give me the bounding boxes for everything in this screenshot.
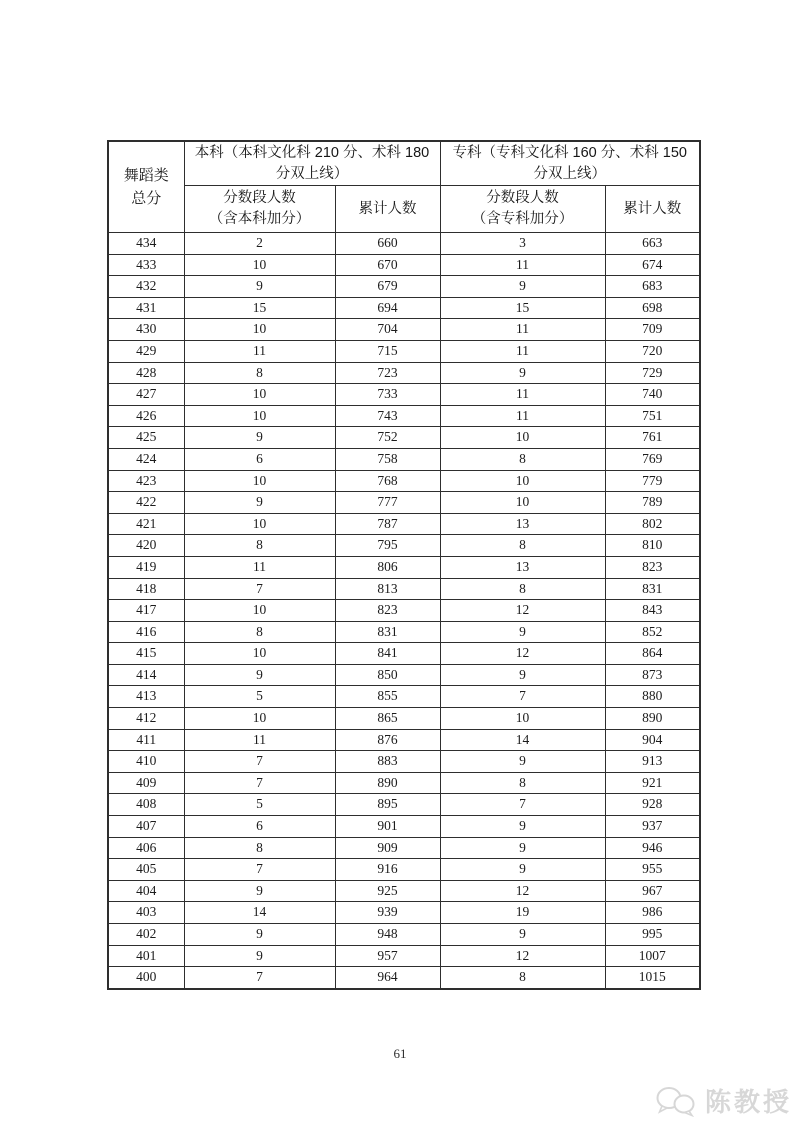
zhuanke-segment-cell: 8 xyxy=(440,967,605,989)
zhuanke-cumulative-cell: 698 xyxy=(605,297,700,319)
benke-segment-cell: 6 xyxy=(184,816,335,838)
benke-cumulative-cell: 723 xyxy=(335,362,440,384)
zhuanke-segment-cell: 12 xyxy=(440,643,605,665)
zhuanke-cumulative-cell: 751 xyxy=(605,405,700,427)
benke-cumulative-cell: 925 xyxy=(335,880,440,902)
table-row xyxy=(108,708,700,730)
page-number: 61 xyxy=(393,1046,407,1061)
zhuanke-cumulative-cell: 995 xyxy=(605,924,700,946)
score-cell: 422 xyxy=(108,492,184,514)
table-row xyxy=(108,664,700,686)
zhuanke-segment-cell: 11 xyxy=(440,319,605,341)
table-row xyxy=(108,578,700,600)
watermark-text: 陈教授 xyxy=(704,1087,792,1117)
zhuanke-segment-cell: 9 xyxy=(440,816,605,838)
benke-cumulative-cell: 768 xyxy=(335,470,440,492)
zhuanke-cumulative-cell: 720 xyxy=(605,340,700,362)
benke-segment-cell: 10 xyxy=(184,470,335,492)
zhuanke-cumulative-cell: 1007 xyxy=(605,945,700,967)
table-row xyxy=(108,297,700,319)
zhuanke-cumulative-cell: 880 xyxy=(605,686,700,708)
benke-segment-cell: 11 xyxy=(184,729,335,751)
zhuanke-cumulative-cell: 967 xyxy=(605,880,700,902)
zhuanke-segment-cell: 9 xyxy=(440,859,605,881)
benke-cumulative-cell: 733 xyxy=(335,384,440,406)
zhuanke-cumulative-cell: 802 xyxy=(605,513,700,535)
zhuanke-segment-cell: 8 xyxy=(440,448,605,470)
table-row xyxy=(108,816,700,838)
benke-cumulative-cell: 752 xyxy=(335,427,440,449)
benke-segment-cell: 9 xyxy=(184,492,335,514)
zhuanke-cumulative-cell: 913 xyxy=(605,751,700,773)
benke-cumulative-cell: 964 xyxy=(335,967,440,989)
score-cell: 409 xyxy=(108,772,184,794)
zhuanke-segment-cell: 11 xyxy=(440,405,605,427)
zhuanke-cumulative-cell: 852 xyxy=(605,621,700,643)
zhuanke-cumulative-cell: 904 xyxy=(605,729,700,751)
score-table-body xyxy=(108,233,700,989)
score-cell: 434 xyxy=(108,233,184,255)
corner-header-total-score xyxy=(108,141,184,233)
score-cell: 418 xyxy=(108,578,184,600)
benke-segment-cell: 10 xyxy=(184,319,335,341)
benke-cumulative-cell: 850 xyxy=(335,664,440,686)
zhuanke-cumulative-cell: 986 xyxy=(605,902,700,924)
score-cell: 401 xyxy=(108,945,184,967)
benke-cumulative-cell: 694 xyxy=(335,297,440,319)
table-row xyxy=(108,837,700,859)
table-row xyxy=(108,794,700,816)
benke-segment-cell: 7 xyxy=(184,751,335,773)
benke-cumulative-header: 累计人数 xyxy=(335,186,440,233)
benke-cumulative-cell: 841 xyxy=(335,643,440,665)
zhuanke-segment-cell: 13 xyxy=(440,556,605,578)
zhuanke-cumulative-cell: 937 xyxy=(605,816,700,838)
zhuanke-cumulative-cell: 955 xyxy=(605,859,700,881)
benke-cumulative-cell: 948 xyxy=(335,924,440,946)
benke-segment-cell: 10 xyxy=(184,384,335,406)
zhuanke-segment-cell: 11 xyxy=(440,384,605,406)
benke-cumulative-cell: 787 xyxy=(335,513,440,535)
benke-segment-cell: 9 xyxy=(184,427,335,449)
score-cell: 419 xyxy=(108,556,184,578)
benke-segment-cell: 10 xyxy=(184,254,335,276)
zhuanke-segment-cell: 8 xyxy=(440,772,605,794)
table-row xyxy=(108,621,700,643)
table-header xyxy=(108,141,700,233)
score-cell: 429 xyxy=(108,340,184,362)
zhuanke-cumulative-cell: 769 xyxy=(605,448,700,470)
score-cell: 406 xyxy=(108,837,184,859)
zhuanke-section-title-line1: 专科（专科文化科 160 分、术科 150 xyxy=(452,144,687,161)
score-cell: 400 xyxy=(108,967,184,989)
zhuanke-segment-cell: 9 xyxy=(440,664,605,686)
zhuanke-section-header xyxy=(440,141,700,186)
benke-section-title-line2: 分双上线） xyxy=(275,165,349,182)
benke-segment-cell: 6 xyxy=(184,448,335,470)
zhuanke-cumulative-cell: 789 xyxy=(605,492,700,514)
table-row xyxy=(108,924,700,946)
benke-segment-cell: 7 xyxy=(184,772,335,794)
zhuanke-cumulative-cell: 928 xyxy=(605,794,700,816)
benke-cumulative-cell: 939 xyxy=(335,902,440,924)
score-cell: 405 xyxy=(108,859,184,881)
benke-segment-cell: 10 xyxy=(184,643,335,665)
score-cell: 432 xyxy=(108,276,184,298)
zhuanke-cumulative-cell: 843 xyxy=(605,600,700,622)
table-row xyxy=(108,405,700,427)
zhuanke-cumulative-cell: 890 xyxy=(605,708,700,730)
score-cell: 431 xyxy=(108,297,184,319)
benke-segment-cell: 7 xyxy=(184,967,335,989)
table-row xyxy=(108,967,700,989)
zhuanke-segment-count-line2: （含专科加分） xyxy=(471,211,574,227)
zhuanke-cumulative-cell: 740 xyxy=(605,384,700,406)
zhuanke-segment-cell: 9 xyxy=(440,362,605,384)
table-row xyxy=(108,643,700,665)
zhuanke-segment-cell: 14 xyxy=(440,729,605,751)
table-row xyxy=(108,600,700,622)
table-row xyxy=(108,751,700,773)
benke-cumulative-cell: 916 xyxy=(335,859,440,881)
zhuanke-segment-cell: 9 xyxy=(440,837,605,859)
benke-segment-cell: 10 xyxy=(184,600,335,622)
benke-cumulative-cell: 855 xyxy=(335,686,440,708)
zhuanke-segment-cell: 13 xyxy=(440,513,605,535)
benke-cumulative-cell: 777 xyxy=(335,492,440,514)
table-row xyxy=(108,276,700,298)
table-row xyxy=(108,772,700,794)
zhuanke-cumulative-cell: 1015 xyxy=(605,967,700,989)
zhuanke-segment-cell: 15 xyxy=(440,297,605,319)
benke-segment-cell: 7 xyxy=(184,578,335,600)
score-cell: 416 xyxy=(108,621,184,643)
zhuanke-segment-cell: 8 xyxy=(440,535,605,557)
benke-segment-cell: 5 xyxy=(184,794,335,816)
zhuanke-cumulative-cell: 663 xyxy=(605,233,700,255)
table-row xyxy=(108,880,700,902)
score-cell: 408 xyxy=(108,794,184,816)
zhuanke-segment-cell: 9 xyxy=(440,621,605,643)
table-row xyxy=(108,384,700,406)
benke-cumulative-cell: 883 xyxy=(335,751,440,773)
benke-segment-count-line2: （含本科加分） xyxy=(208,211,311,227)
table-row xyxy=(108,319,700,341)
score-cell: 427 xyxy=(108,384,184,406)
benke-cumulative-cell: 823 xyxy=(335,600,440,622)
benke-segment-cell: 5 xyxy=(184,686,335,708)
table-row xyxy=(108,556,700,578)
zhuanke-section-title-line2: 分双上线） xyxy=(533,165,606,182)
zhuanke-segment-cell: 7 xyxy=(440,686,605,708)
zhuanke-cumulative-cell: 823 xyxy=(605,556,700,578)
zhuanke-segment-cell: 12 xyxy=(440,945,605,967)
table-row xyxy=(108,427,700,449)
benke-segment-cell: 9 xyxy=(184,924,335,946)
table-row xyxy=(108,492,700,514)
score-cell: 403 xyxy=(108,902,184,924)
zhuanke-segment-cell: 10 xyxy=(440,427,605,449)
watermark xyxy=(655,1082,792,1119)
score-cell: 410 xyxy=(108,751,184,773)
benke-segment-cell: 11 xyxy=(184,340,335,362)
table-row xyxy=(108,513,700,535)
score-cell: 430 xyxy=(108,319,184,341)
table-row xyxy=(108,254,700,276)
table-row xyxy=(108,362,700,384)
table-row xyxy=(108,340,700,362)
zhuanke-cumulative-cell: 946 xyxy=(605,837,700,859)
score-cell: 417 xyxy=(108,600,184,622)
benke-cumulative-cell: 795 xyxy=(335,535,440,557)
zhuanke-segment-count-line1: 分数段人数 xyxy=(486,190,559,207)
table-row xyxy=(108,902,700,924)
benke-segment-cell: 7 xyxy=(184,859,335,881)
benke-cumulative-cell: 876 xyxy=(335,729,440,751)
score-cell: 402 xyxy=(108,924,184,946)
score-cell: 404 xyxy=(108,880,184,902)
zhuanke-cumulative-cell: 873 xyxy=(605,664,700,686)
table-row xyxy=(108,535,700,557)
benke-segment-cell: 14 xyxy=(184,902,335,924)
benke-segment-cell: 8 xyxy=(184,621,335,643)
table-row xyxy=(108,233,700,255)
benke-segment-count-line1: 分数段人数 xyxy=(223,190,296,207)
table-row xyxy=(108,859,700,881)
benke-segment-cell: 2 xyxy=(184,233,335,255)
score-cell: 420 xyxy=(108,535,184,557)
wechat-bubbles-icon xyxy=(655,1085,697,1117)
table-row xyxy=(108,686,700,708)
benke-cumulative-cell: 901 xyxy=(335,816,440,838)
score-cell: 412 xyxy=(108,708,184,730)
zhuanke-segment-cell: 11 xyxy=(440,254,605,276)
benke-cumulative-cell: 909 xyxy=(335,837,440,859)
zhuanke-segment-cell: 12 xyxy=(440,880,605,902)
zhuanke-cumulative-cell: 683 xyxy=(605,276,700,298)
score-cell: 424 xyxy=(108,448,184,470)
zhuanke-segment-cell: 10 xyxy=(440,470,605,492)
score-cell: 433 xyxy=(108,254,184,276)
benke-section-title-line1: 本科（本科文化科 210 分、术科 180 xyxy=(194,144,430,161)
benke-cumulative-cell: 715 xyxy=(335,340,440,362)
benke-cumulative-cell: 806 xyxy=(335,556,440,578)
zhuanke-segment-cell: 9 xyxy=(440,751,605,773)
corner-header-line2: 总分 xyxy=(131,190,162,207)
benke-segment-cell: 9 xyxy=(184,945,335,967)
zhuanke-cumulative-cell: 864 xyxy=(605,643,700,665)
zhuanke-cumulative-header: 累计人数 xyxy=(605,186,700,233)
score-cell: 407 xyxy=(108,816,184,838)
zhuanke-cumulative-cell: 779 xyxy=(605,470,700,492)
benke-segment-cell: 9 xyxy=(184,880,335,902)
table-row xyxy=(108,470,700,492)
zhuanke-cumulative-cell: 810 xyxy=(605,535,700,557)
score-cell: 428 xyxy=(108,362,184,384)
benke-cumulative-cell: 890 xyxy=(335,772,440,794)
benke-segment-count-header xyxy=(184,186,335,233)
zhuanke-cumulative-cell: 831 xyxy=(605,578,700,600)
zhuanke-segment-count-header xyxy=(440,186,605,233)
benke-cumulative-cell: 704 xyxy=(335,319,440,341)
zhuanke-segment-cell: 7 xyxy=(440,794,605,816)
benke-cumulative-cell: 660 xyxy=(335,233,440,255)
score-distribution-table xyxy=(107,140,701,990)
benke-segment-cell: 11 xyxy=(184,556,335,578)
benke-cumulative-cell: 813 xyxy=(335,578,440,600)
score-cell: 415 xyxy=(108,643,184,665)
table-row xyxy=(108,729,700,751)
benke-segment-cell: 15 xyxy=(184,297,335,319)
benke-cumulative-cell: 758 xyxy=(335,448,440,470)
zhuanke-segment-cell: 12 xyxy=(440,600,605,622)
zhuanke-segment-cell: 8 xyxy=(440,578,605,600)
zhuanke-cumulative-cell: 709 xyxy=(605,319,700,341)
corner-header-line1: 舞蹈类 xyxy=(123,166,169,184)
benke-segment-cell: 9 xyxy=(184,276,335,298)
zhuanke-cumulative-cell: 729 xyxy=(605,362,700,384)
table-row xyxy=(108,448,700,470)
score-cell: 414 xyxy=(108,664,184,686)
benke-cumulative-cell: 743 xyxy=(335,405,440,427)
benke-segment-cell: 10 xyxy=(184,405,335,427)
score-cell: 421 xyxy=(108,513,184,535)
zhuanke-cumulative-cell: 761 xyxy=(605,427,700,449)
score-cell: 423 xyxy=(108,470,184,492)
benke-cumulative-cell: 957 xyxy=(335,945,440,967)
zhuanke-segment-cell: 10 xyxy=(440,492,605,514)
benke-cumulative-cell: 895 xyxy=(335,794,440,816)
zhuanke-cumulative-cell: 921 xyxy=(605,772,700,794)
zhuanke-segment-cell: 9 xyxy=(440,924,605,946)
benke-segment-cell: 10 xyxy=(184,708,335,730)
benke-segment-cell: 8 xyxy=(184,837,335,859)
zhuanke-segment-cell: 11 xyxy=(440,340,605,362)
table-row xyxy=(108,945,700,967)
score-cell: 426 xyxy=(108,405,184,427)
zhuanke-segment-cell: 3 xyxy=(440,233,605,255)
score-cell: 425 xyxy=(108,427,184,449)
benke-segment-cell: 8 xyxy=(184,535,335,557)
zhuanke-segment-cell: 10 xyxy=(440,708,605,730)
benke-segment-cell: 9 xyxy=(184,664,335,686)
zhuanke-cumulative-cell: 674 xyxy=(605,254,700,276)
zhuanke-segment-cell: 19 xyxy=(440,902,605,924)
benke-cumulative-cell: 865 xyxy=(335,708,440,730)
score-cell: 411 xyxy=(108,729,184,751)
benke-segment-cell: 10 xyxy=(184,513,335,535)
zhuanke-segment-cell: 9 xyxy=(440,276,605,298)
benke-cumulative-cell: 831 xyxy=(335,621,440,643)
benke-segment-cell: 8 xyxy=(184,362,335,384)
benke-section-header xyxy=(184,141,440,186)
benke-cumulative-cell: 670 xyxy=(335,254,440,276)
benke-cumulative-cell: 679 xyxy=(335,276,440,298)
score-cell: 413 xyxy=(108,686,184,708)
